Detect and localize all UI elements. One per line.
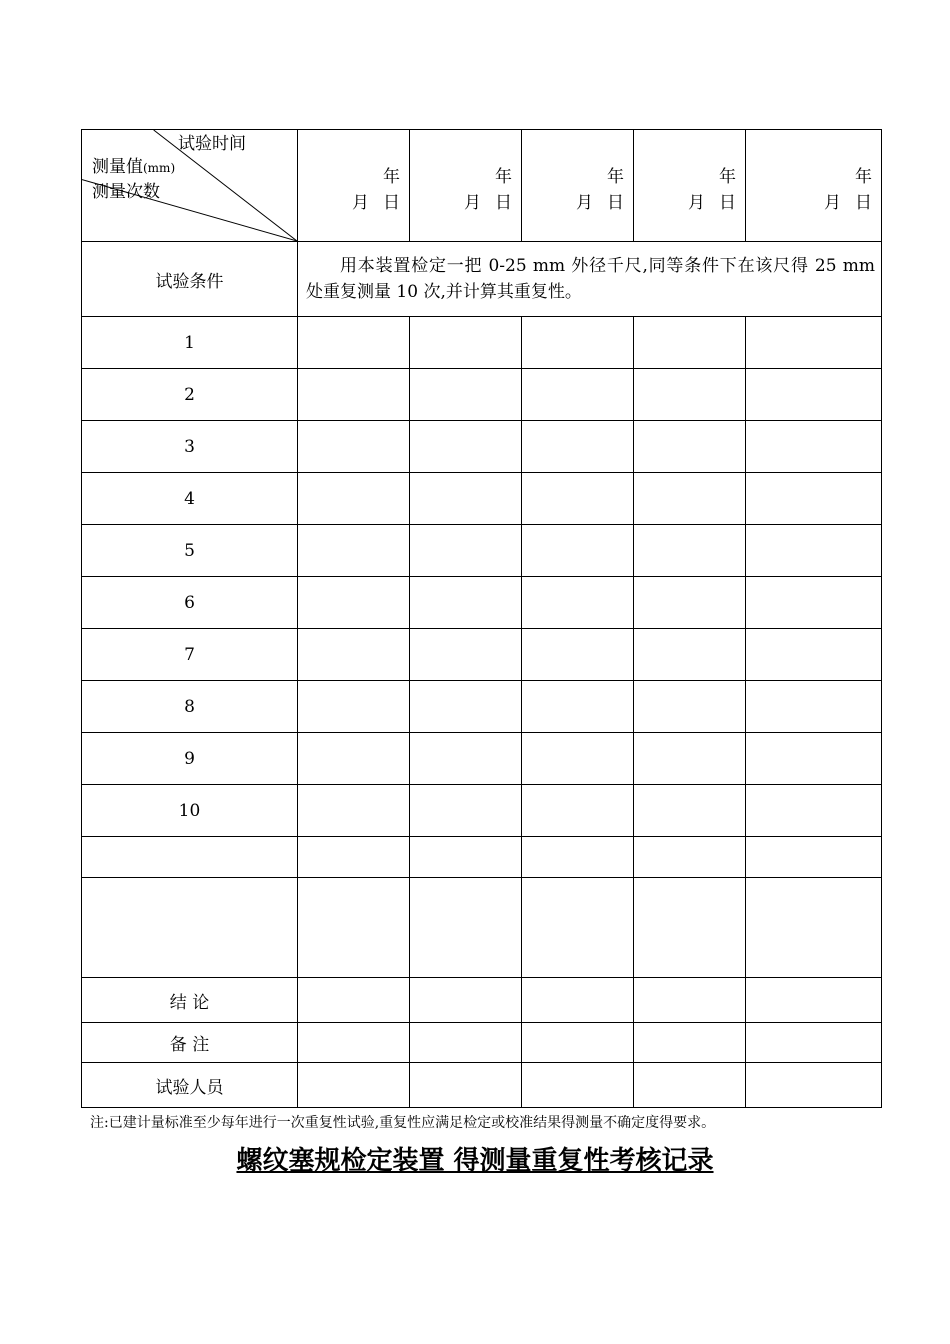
header-row	[82, 130, 882, 242]
data-cell[interactable]	[634, 421, 746, 473]
year-label: 年	[495, 167, 512, 187]
data-cell[interactable]	[522, 978, 634, 1023]
data-cell[interactable]	[522, 733, 634, 785]
data-cell[interactable]	[634, 525, 746, 577]
footnote: 注:已建计量标准至少每年进行一次重复性试验,重复性应满足检定或校准结果得测量不确定度得要求。	[90, 1115, 716, 1131]
data-cell[interactable]	[634, 473, 746, 525]
table-row	[82, 369, 882, 421]
diagonal-header-cell	[82, 130, 298, 242]
conclusion-label: 结 论	[82, 978, 298, 1023]
remark-row	[82, 1023, 882, 1063]
row-number: 9	[82, 733, 298, 785]
data-cell[interactable]	[410, 317, 522, 369]
data-cell[interactable]	[298, 369, 410, 421]
year-label: 年	[855, 167, 872, 187]
data-cell[interactable]	[410, 629, 522, 681]
tester-row	[82, 1063, 882, 1108]
table-row	[82, 525, 882, 577]
table-row	[82, 577, 882, 629]
data-cell[interactable]	[298, 837, 410, 878]
table-row	[82, 317, 882, 369]
day-label: 日	[607, 193, 624, 213]
day-label: 日	[383, 193, 400, 213]
row-number: 8	[82, 681, 298, 733]
data-cell[interactable]	[746, 629, 882, 681]
data-cell[interactable]	[634, 317, 746, 369]
data-cell[interactable]	[410, 577, 522, 629]
row-number: 7	[82, 629, 298, 681]
table-row	[82, 785, 882, 837]
empty-cell[interactable]	[82, 837, 298, 878]
data-cell[interactable]	[298, 733, 410, 785]
conclusion-row	[82, 978, 882, 1023]
table-row	[82, 629, 882, 681]
data-cell[interactable]	[634, 629, 746, 681]
data-cell[interactable]	[522, 317, 634, 369]
measured-value-label: 测量值(mm)	[92, 157, 176, 177]
unit-label: (mm)	[143, 161, 176, 175]
data-cell[interactable]	[298, 1023, 410, 1063]
row-number: 2	[82, 369, 298, 421]
condition-text: 用本装置检定一把 0-25 mm 外径千尺,同等条件下在该尺得 25 mm 处重复测量 10 次,并计算其重复性。	[306, 256, 875, 302]
data-cell[interactable]	[522, 1023, 634, 1063]
data-cell[interactable]	[298, 1063, 410, 1108]
data-cell[interactable]	[410, 369, 522, 421]
row-number: 5	[82, 525, 298, 577]
condition-row	[82, 242, 882, 317]
month-label: 月	[352, 193, 369, 213]
year-label: 年	[383, 167, 400, 187]
data-cell[interactable]	[298, 785, 410, 837]
data-cell[interactable]	[410, 1063, 522, 1108]
month-label: 月	[464, 193, 481, 213]
data-cell[interactable]	[298, 317, 410, 369]
data-cell[interactable]	[298, 473, 410, 525]
row-number: 10	[82, 785, 298, 837]
day-label: 日	[495, 193, 512, 213]
data-cell[interactable]	[410, 785, 522, 837]
data-cell[interactable]	[746, 421, 882, 473]
data-cell[interactable]	[298, 421, 410, 473]
table-row	[82, 421, 882, 473]
date-cell[interactable]	[522, 130, 634, 242]
data-cell[interactable]	[634, 978, 746, 1023]
data-cell[interactable]	[410, 1023, 522, 1063]
month-label: 月	[688, 193, 705, 213]
row-number: 1	[82, 317, 298, 369]
data-cell[interactable]	[746, 525, 882, 577]
condition-label: 试验条件	[82, 242, 298, 317]
date-cell[interactable]	[298, 130, 410, 242]
data-cell[interactable]	[634, 577, 746, 629]
data-cell[interactable]	[410, 733, 522, 785]
data-cell[interactable]	[634, 785, 746, 837]
data-cell[interactable]	[298, 878, 410, 978]
data-cell[interactable]	[746, 1063, 882, 1108]
data-cell[interactable]	[410, 421, 522, 473]
tall-empty-row	[82, 878, 882, 978]
data-cell[interactable]	[634, 369, 746, 421]
condition-text-cell	[298, 242, 882, 317]
data-cell[interactable]	[634, 1023, 746, 1063]
empty-row	[82, 837, 882, 878]
data-cell[interactable]	[746, 473, 882, 525]
data-cell[interactable]	[746, 837, 882, 878]
data-cell[interactable]	[522, 629, 634, 681]
data-cell[interactable]	[522, 785, 634, 837]
data-cell[interactable]	[522, 473, 634, 525]
month-label: 月	[824, 193, 841, 213]
data-cell[interactable]	[522, 878, 634, 978]
data-cell[interactable]	[410, 837, 522, 878]
row-number: 3	[82, 421, 298, 473]
measurement-count-label: 测量次数	[92, 182, 160, 202]
date-cell[interactable]	[410, 130, 522, 242]
data-cell[interactable]	[298, 577, 410, 629]
document-title: 螺纹塞规检定装置 得测量重复性考核记录	[236, 1146, 714, 1176]
data-cell[interactable]	[522, 369, 634, 421]
data-cell[interactable]	[522, 421, 634, 473]
table-row	[82, 473, 882, 525]
data-cell[interactable]	[746, 978, 882, 1023]
data-cell[interactable]	[410, 525, 522, 577]
year-label: 年	[719, 167, 736, 187]
data-cell[interactable]	[634, 1063, 746, 1108]
data-cell[interactable]	[746, 681, 882, 733]
data-cell[interactable]	[298, 681, 410, 733]
data-cell[interactable]	[522, 577, 634, 629]
data-cell[interactable]	[746, 733, 882, 785]
repeatability-table	[81, 129, 882, 1108]
table-row	[82, 681, 882, 733]
data-cell[interactable]	[298, 629, 410, 681]
data-cell[interactable]	[746, 1023, 882, 1063]
data-cell[interactable]	[746, 878, 882, 978]
data-cell[interactable]	[634, 878, 746, 978]
data-cell[interactable]	[410, 681, 522, 733]
data-cell[interactable]	[298, 525, 410, 577]
month-label: 月	[576, 193, 593, 213]
day-label: 日	[855, 193, 872, 213]
empty-cell[interactable]	[82, 878, 298, 978]
data-cell[interactable]	[746, 785, 882, 837]
data-cell[interactable]	[634, 837, 746, 878]
date-cell[interactable]	[746, 130, 882, 242]
data-cell[interactable]	[746, 317, 882, 369]
year-label: 年	[607, 167, 624, 187]
row-number: 6	[82, 577, 298, 629]
test-time-label: 试验时间	[178, 134, 246, 154]
remark-label: 备 注	[82, 1023, 298, 1063]
data-cell[interactable]	[410, 978, 522, 1023]
table-row	[82, 733, 882, 785]
data-cell[interactable]	[634, 733, 746, 785]
tester-label: 试验人员	[82, 1063, 298, 1108]
data-cell[interactable]	[410, 878, 522, 978]
date-cell[interactable]	[634, 130, 746, 242]
data-cell[interactable]	[522, 837, 634, 878]
data-cell[interactable]	[746, 577, 882, 629]
day-label: 日	[719, 193, 736, 213]
data-cell[interactable]	[634, 681, 746, 733]
data-cell[interactable]	[298, 978, 410, 1023]
data-cell[interactable]	[522, 681, 634, 733]
data-cell[interactable]	[522, 525, 634, 577]
data-cell[interactable]	[410, 473, 522, 525]
data-cell[interactable]	[522, 1063, 634, 1108]
data-cell[interactable]	[746, 369, 882, 421]
row-number: 4	[82, 473, 298, 525]
